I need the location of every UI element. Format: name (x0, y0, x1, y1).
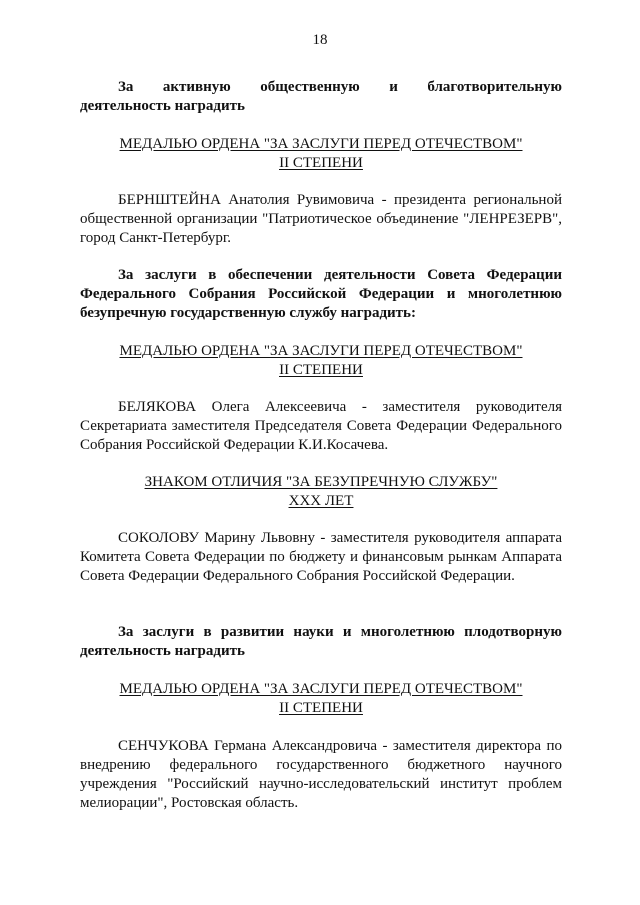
page-number: 18 (312, 32, 328, 48)
intro-word: активную (162, 79, 231, 95)
section-1-intro (80, 78, 562, 116)
section-2-intro: За заслуги в обеспечении деятельности Совета Федерации Федерального Собрания Российской Федерации и многолетнюю безупречную государственную службу наградить: (80, 267, 562, 321)
intro-word: благотворительную (427, 79, 562, 95)
section-3-intro: За заслуги в развитии науки и многолетнюю плодотворную деятельность наградить (80, 624, 562, 659)
section-3-award-title (80, 680, 562, 718)
intro-word: и (389, 79, 398, 95)
section-2-awardee: БЕЛЯКОВА Олега Алексеевича - заместителя руководителя Секретариата заместителя Председателя Совета Федерации Федерального Собрания Российской Федерации К.И.Косачева. (80, 399, 562, 453)
badge-name: ЗНАКОМ ОТЛИЧИЯ "ЗА БЕЗУПРЕЧНУЮ СЛУЖБУ" (144, 474, 498, 490)
intro-word: За (118, 79, 134, 95)
award-name: МЕДАЛЬЮ ОРДЕНА "ЗА ЗАСЛУГИ ПЕРЕД ОТЕЧЕСТВОМ" (119, 136, 523, 152)
section-1-intro-line2: деятельность наградить (80, 98, 245, 114)
intro-word: общественную (260, 79, 360, 95)
badge-years: XXX ЛЕТ (288, 493, 354, 509)
section-1-awardee: БЕРНШТЕЙНА Анатолия Рувимовича - президента региональной общественной организации "Патриотическое объединение "ЛЕНРЕЗЕРВ", город Санкт-Петербург. (80, 192, 562, 246)
award-name: МЕДАЛЬЮ ОРДЕНА "ЗА ЗАСЛУГИ ПЕРЕД ОТЕЧЕСТВОМ" (119, 681, 523, 697)
section-1-intro-line1 (80, 78, 562, 97)
award-degree: II СТЕПЕНИ (279, 155, 363, 171)
section-2-badge-title (80, 473, 562, 511)
award-name: МЕДАЛЬЮ ОРДЕНА "ЗА ЗАСЛУГИ ПЕРЕД ОТЕЧЕСТВОМ" (119, 343, 523, 359)
section-3-awardee: СЕНЧУКОВА Германа Александровича - заместителя директора по внедрению федерального государственного бюджетного научного учреждения "Российский научно-исследовательский институт проблем мелиорации", Ростовская область. (80, 738, 562, 811)
section-1-award-title (80, 135, 562, 173)
section-2-award-title (80, 342, 562, 380)
award-degree: II СТЕПЕНИ (279, 700, 363, 716)
section-2-awardee-2: СОКОЛОВУ Марину Львовну - заместителя руководителя аппарата Комитета Совета Федерации по бюджету и финансовым рынкам Аппарата Совета Федерации Федерального Собрания Российской Федерации. (80, 530, 562, 584)
award-degree: II СТЕПЕНИ (279, 362, 363, 378)
